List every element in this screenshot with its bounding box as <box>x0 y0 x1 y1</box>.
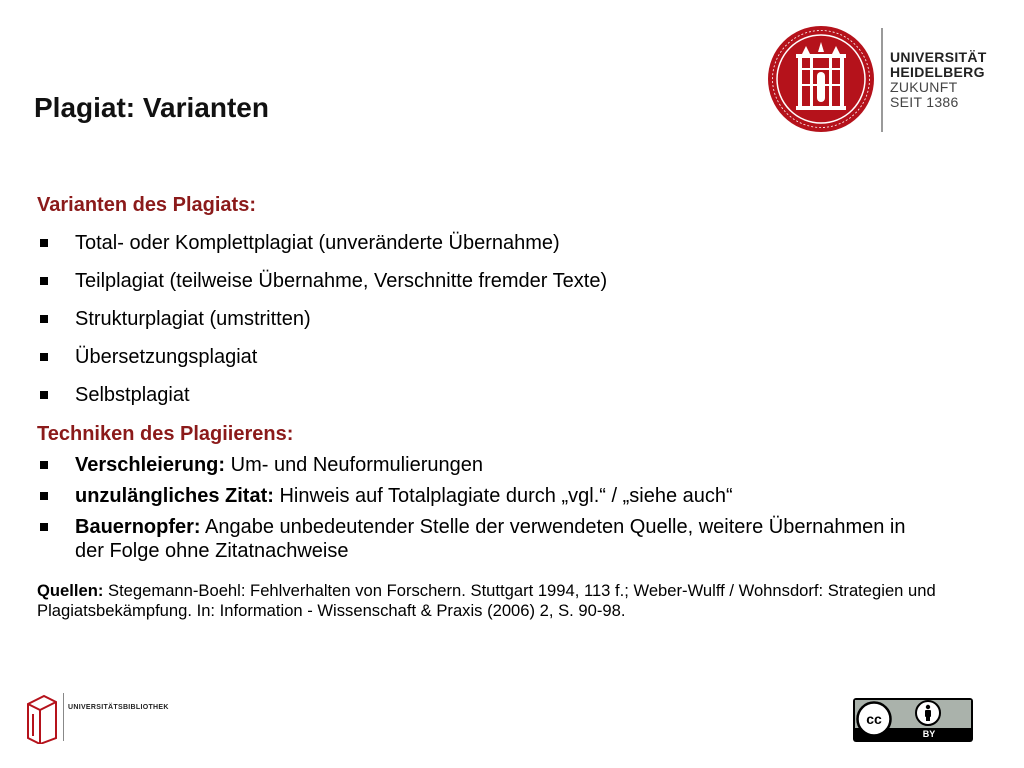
university-tagline-line1: ZUKUNFT <box>890 79 958 95</box>
cc-icon <box>856 701 892 737</box>
cc-by-license-badge <box>853 698 973 742</box>
technique-term: unzulängliches Zitat: <box>75 485 274 507</box>
library-label: UNIVERSITÄTSBIBLIOTHEK <box>68 704 169 711</box>
sources-label: Quellen: <box>37 581 104 600</box>
logo-divider <box>881 28 883 132</box>
list-item: Total- oder Komplettplagiat (unveränderte Übernahme) <box>37 231 937 255</box>
university-name-line2: HEIDELBERG <box>890 64 985 80</box>
list-item: Strukturplagiat (umstritten) <box>37 307 937 331</box>
technique-text: Angabe unbedeutender Stelle der verwendeten Quelle, weitere Übernahmen in der Folge ohne Zitatnachweise <box>75 516 906 562</box>
university-tagline-line2: SEIT 1386 <box>890 94 959 110</box>
variants-heading: Varianten des Plagiats: <box>37 194 256 216</box>
list-item <box>37 453 937 477</box>
techniques-heading: Techniken des Plagiierens: <box>37 423 294 445</box>
svg-text:cc: cc <box>866 711 882 727</box>
technique-text: Um- und Neuformulierungen <box>225 454 483 476</box>
list-item: Teilplagiat (teilweise Übernahme, Verschnitte fremder Texte) <box>37 269 937 293</box>
technique-term: Bauernopfer: <box>75 516 201 538</box>
list-item <box>37 515 937 563</box>
university-seal-logo <box>766 24 876 134</box>
list-item: Selbstplagiat <box>37 383 937 407</box>
technique-text: Hinweis auf Totalplagiate durch „vgl.“ / „siehe auch“ <box>273 485 733 507</box>
slide-content <box>37 194 937 621</box>
techniques-list <box>37 453 937 563</box>
library-divider <box>63 693 64 741</box>
sources-text: Stegemann-Boehl: Fehlverhalten von Forschern. Stuttgart 1994, 113 f.; Weber-Wulff / Wohnsdorf: Strategien und Plagiatsbekämpfung. In: Information - Wissenschaft & Praxis (2006) 2, S. 90-98. <box>37 581 936 620</box>
attribution-person-icon <box>915 700 941 726</box>
by-label: BY <box>922 729 936 739</box>
variants-list <box>37 231 937 407</box>
technique-term: Verschleierung: <box>75 454 226 476</box>
list-item: Übersetzungsplagiat <box>37 345 937 369</box>
list-item <box>37 484 937 508</box>
library-logo-icon <box>24 690 60 744</box>
sources-note <box>37 581 937 621</box>
university-wordmark <box>890 50 987 110</box>
university-name-line1: UNIVERSITÄT <box>890 49 987 65</box>
slide-title: Plagiat: Varianten <box>34 92 269 123</box>
